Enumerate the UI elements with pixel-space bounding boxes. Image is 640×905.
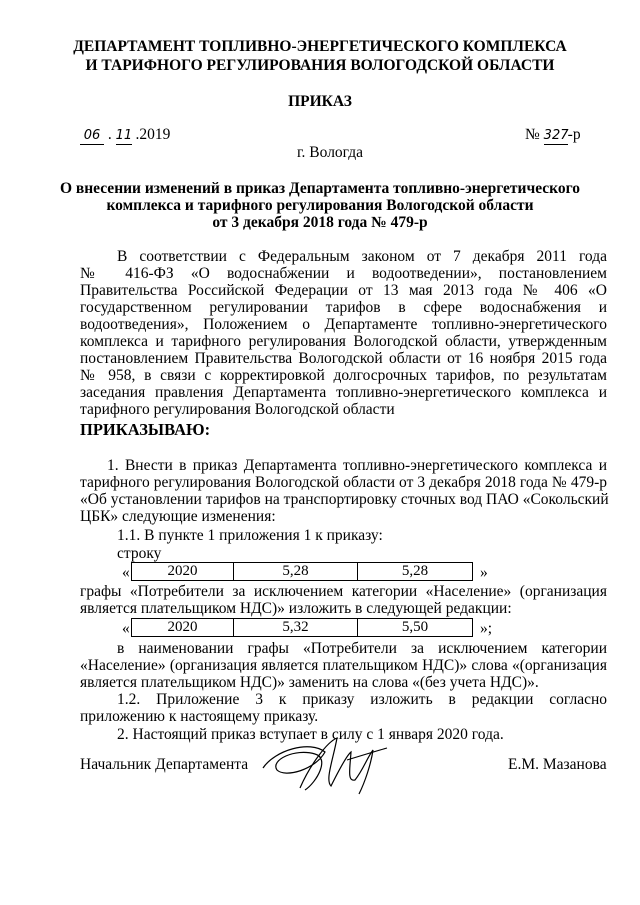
orders-heading: ПРИКАЗЫВАЮ: bbox=[80, 420, 211, 439]
date-day: 06 bbox=[80, 128, 104, 145]
preamble-line: № 416-ФЗ «О водоснабжении и водоотведении», постановлением bbox=[80, 265, 607, 282]
table1-open-quote: « bbox=[122, 564, 130, 581]
item2: 2. Настоящий приказ вступает в силу с 1 января 2020 года. bbox=[117, 726, 504, 743]
signatory-name: Е.М. Мазанова bbox=[508, 756, 607, 773]
table-row bbox=[132, 619, 473, 637]
preamble-line: государственном регулировании тарифов в сфере водоснабжения и bbox=[80, 299, 607, 316]
preamble-line: тарифного регулирования Вологодской области bbox=[80, 401, 395, 418]
department-name-line1: ДЕПАРТАМЕНТ ТОПЛИВНО-ЭНЕРГЕТИЧЕСКОГО КОМПЛЕКСА bbox=[73, 38, 567, 55]
title-line1: О внесении изменений в приказ Департамента топливно-энергетического bbox=[59, 180, 581, 197]
city: г. Вологда bbox=[296, 144, 364, 161]
date-year: .2019 bbox=[135, 126, 171, 143]
graph-text-line: является плательщиком НДС)» изложить в следующей редакции: bbox=[80, 600, 512, 617]
department-name-line2: И ТАРИФНОГО РЕГУЛИРОВАНИЯ ВОЛОГОДСКОЙ ОБЛАСТИ bbox=[85, 57, 555, 74]
table-cell-value1: 5,32 bbox=[234, 619, 358, 637]
preamble-line: № 958, в связи с корректировкой долгосрочных тарифов, по результатам bbox=[80, 367, 607, 384]
order-date: 06 . 11 .2019 bbox=[80, 127, 170, 145]
handwritten-signature bbox=[255, 730, 395, 800]
order-number bbox=[525, 127, 581, 145]
item1-2-line: приложению к настоящему приказу. bbox=[80, 708, 319, 725]
item1-line: «Об установлении тарифов на транспортировку сточных вод ПАО «Сокольский bbox=[80, 491, 609, 508]
tariff-table-new bbox=[131, 618, 473, 637]
item1-2-line: 1.2. Приложение 3 к приказу изложить в редакции согласно bbox=[117, 691, 607, 708]
table-cell-year: 2020 bbox=[132, 563, 234, 581]
graph-text-line: графы «Потребители за исключением категории «Население» (организация bbox=[80, 583, 607, 600]
item1-line: 1. Внести в приказ Департамента топливно-энергетического комплекса и bbox=[107, 457, 607, 474]
signatory-position: Начальник Департамента bbox=[80, 756, 249, 773]
preamble-line: комплекса и тарифного регулирования Вологодской области, утвержденным bbox=[80, 333, 607, 350]
table1-close-quote: » bbox=[480, 564, 488, 581]
title-line3: от 3 декабря 2018 года № 479-р bbox=[212, 214, 428, 231]
table2-close-quote: »; bbox=[480, 620, 493, 637]
table-cell-value1: 5,28 bbox=[234, 563, 358, 581]
number-suffix: -р bbox=[567, 126, 581, 143]
table-cell-value2: 5,50 bbox=[358, 619, 473, 637]
table-cell-value2: 5,28 bbox=[358, 563, 473, 581]
naming-text-line: является плательщиком НДС)» заменить на слова «(без учета НДС)». bbox=[80, 674, 539, 691]
preamble-line: заседания правления Департамента топливно-энергетического комплекса и bbox=[80, 384, 607, 401]
preamble-line: Правительства Российской Федерации от 13 мая 2013 года № 406 «О bbox=[80, 282, 607, 299]
preamble-line: В соответствии с Федеральным законом от 7 декабря 2011 года bbox=[117, 248, 607, 265]
table2-open-quote: « bbox=[122, 620, 130, 637]
number-value: 327 bbox=[543, 128, 569, 143]
item1-1: 1.1. В пункте 1 приложения 1 к приказу: bbox=[117, 527, 383, 544]
number-prefix: № bbox=[525, 126, 540, 143]
title-line2: комплекса и тарифного регулирования Вологодской области bbox=[106, 197, 534, 214]
date-month: 11 bbox=[115, 128, 133, 143]
item1-line: тарифного регулирования Вологодской области от 3 декабря 2018 года № 479-р bbox=[80, 474, 607, 491]
document-type: ПРИКАЗ bbox=[288, 93, 352, 110]
preamble-line: водоотведения», Положением о Департаменте топливно-энергетического bbox=[80, 316, 607, 333]
item1-line: ЦБК» следующие изменения: bbox=[80, 508, 276, 525]
table-cell-year: 2020 bbox=[132, 619, 234, 637]
table-row bbox=[132, 563, 473, 581]
tariff-table-old bbox=[131, 562, 473, 581]
preamble-line: постановлением Правительства Вологодской области от 16 ноября 2015 года bbox=[80, 350, 607, 367]
naming-text-line: «Население» (организация является плательщиком НДС)» слова «(организация bbox=[80, 657, 607, 674]
row-word: строку bbox=[117, 545, 162, 562]
naming-text-line: в наименовании графы «Потребители за исключением категории bbox=[117, 640, 607, 657]
